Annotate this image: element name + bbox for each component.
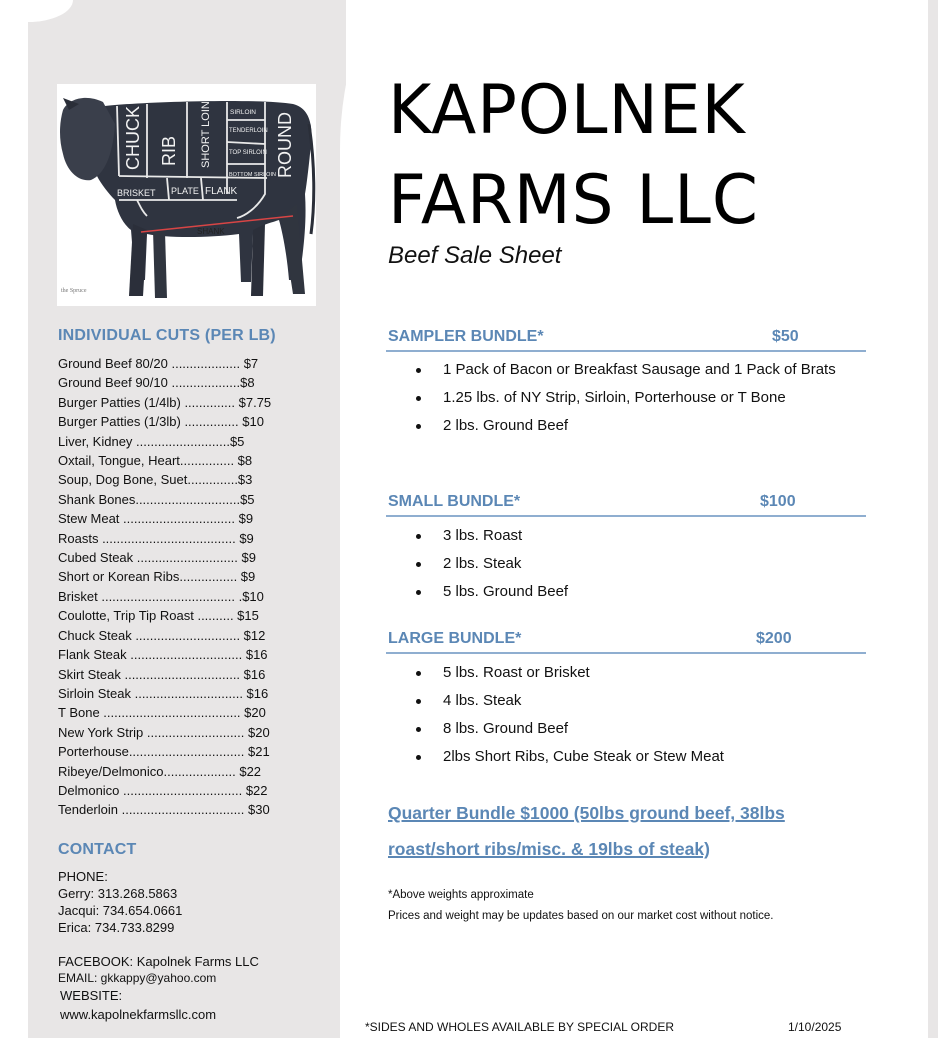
footer-date: 1/10/2025 (788, 1020, 842, 1034)
label-flank: FLANK (205, 186, 238, 197)
label-sirloin: SIRLOIN (230, 109, 257, 116)
list-item: 2lbs Short Ribs, Cube Steak or Stew Meat (416, 743, 856, 771)
list-item: Ribeye/Delmonico.................... $22 (58, 763, 262, 779)
phone-label: PHONE: (58, 869, 108, 884)
list-item: 4 lbs. Steak (416, 687, 856, 715)
label-chuck: CHUCK (123, 105, 143, 170)
list-item: Oxtail, Tongue, Heart............... $8 (58, 453, 253, 469)
right-edge-strip (928, 0, 938, 1038)
quarter-bundle-link[interactable]: Quarter Bundle $1000 (50lbs ground beef, 38lbs roast/short ribs/misc. & 19lbs of steak) (388, 803, 785, 859)
label-tenderloin: TENDERLOIN (229, 128, 268, 134)
label-top-sirloin: TOP SIRLOIN (229, 150, 267, 156)
list-item: 5 lbs. Roast or Brisket (416, 659, 856, 687)
list-item: Soup, Dog Bone, Suet..............$3 (58, 472, 253, 488)
sampler-bundle-heading (386, 328, 866, 352)
label-plate: PLATE (171, 186, 199, 196)
list-item: Short or Korean Ribs................ $9 (58, 569, 256, 585)
phone-gerry: Gerry: 313.268.5863 (58, 886, 178, 901)
label-short-loin: SHORT LOIN (200, 101, 212, 168)
list-item: Shank Bones.............................$5 (58, 491, 255, 507)
list-item: 1.25 lbs. of NY Strip, Sirloin, Porterhouse or T Bone (416, 384, 856, 412)
website-label: WEBSITE: (60, 988, 123, 1003)
website-link[interactable]: www.kapolnekfarmsllc.com (60, 1007, 217, 1022)
list-item: Liver, Kidney ..........................$5 (58, 433, 245, 449)
phone-jacqui: Jacqui: 734.654.0661 (58, 903, 183, 918)
list-item: 5 lbs. Ground Beef (416, 578, 856, 606)
cuts-heading: INDIVIDUAL CUTS (PER LB) (58, 327, 276, 344)
page-title (388, 66, 892, 246)
cuts-list (58, 354, 318, 820)
small-bundle-list (416, 522, 856, 606)
list-item: Cubed Steak ............................ $9 (58, 550, 256, 566)
bundle-name: SMALL BUNDLE* (388, 493, 521, 510)
email-line: EMAIL: gkkappy@yahoo.com (58, 971, 217, 985)
beef-cuts-diagram (57, 84, 316, 306)
list-item: Tenderloin .................................. $30 (58, 802, 270, 818)
label-rib: RIB (159, 135, 179, 166)
bundle-price: $50 (772, 328, 799, 345)
list-item: Burger Patties (1/3lb) ............... $10 (58, 414, 264, 430)
phone-erica: Erica: 734.733.8299 (58, 920, 175, 935)
sampler-bundle-list (416, 356, 856, 440)
large-bundle-heading (386, 630, 866, 654)
list-item: Burger Patties (1/4lb) .............. $7.75 (58, 394, 272, 410)
list-item: Roasts ..................................... $9 (58, 530, 254, 546)
page-subtitle: Beef Sale Sheet (388, 242, 562, 269)
weights-note: *Above weights approximate (388, 889, 534, 901)
title-line-2: FARMS LLC (388, 161, 759, 240)
list-item: 3 lbs. Roast (416, 522, 856, 550)
list-item: New York Strip ........................... $20 (58, 724, 270, 740)
list-item: Ground Beef 90/10 ...................$8 (58, 375, 255, 391)
bundle-price: $200 (756, 630, 792, 647)
list-item: 2 lbs. Steak (416, 550, 856, 578)
bundle-name: SAMPLER BUNDLE* (388, 328, 544, 345)
list-item: 1 Pack of Bacon or Breakfast Sausage and 1 Pack of Brats (416, 356, 856, 384)
large-bundle-list (416, 659, 856, 771)
list-item: Delmonico ................................. $22 (58, 782, 268, 798)
list-item: 2 lbs. Ground Beef (416, 412, 856, 440)
list-item: Ground Beef 80/20 ................... $7 (58, 356, 259, 371)
list-item: Coulotte, Trip Tip Roast .......... $15 (58, 608, 259, 624)
list-item: 8 lbs. Ground Beef (416, 715, 856, 743)
list-item: Chuck Steak ............................. $12 (58, 627, 266, 643)
label-brisket: BRISKET (117, 188, 156, 198)
bundle-price: $100 (760, 493, 796, 510)
title-line-1: KAPOLNEK (388, 71, 746, 150)
small-bundle-heading (386, 493, 866, 517)
prices-note: Prices and weight may be updates based on our market cost without notice. (388, 910, 774, 922)
facebook-line: FACEBOOK: Kapolnek Farms LLC (58, 954, 259, 969)
list-item: Flank Steak ............................... $16 (58, 647, 268, 663)
label-round: ROUND (275, 112, 295, 178)
list-item: Skirt Steak ................................ $16 (58, 666, 266, 682)
list-item: Porterhouse................................ $21 (58, 744, 270, 760)
watermark-text: the Spruce (61, 288, 87, 294)
list-item: Brisket ..................................... .$10 (58, 588, 264, 604)
special-order-footer: *SIDES AND WHOLES AVAILABLE BY SPECIAL ORDER (365, 1020, 674, 1034)
label-bottom-sirloin: BOTTOM SIRLOIN (229, 172, 276, 178)
contact-block (58, 868, 328, 1023)
list-item: T Bone ...................................... $20 (58, 705, 266, 721)
list-item: Stew Meat ............................... $9 (58, 511, 254, 527)
contact-heading: CONTACT (58, 841, 137, 858)
bundle-name: LARGE BUNDLE* (388, 630, 522, 647)
label-shank: SHANK (197, 227, 225, 236)
list-item: Sirloin Steak .............................. $16 (58, 685, 269, 701)
